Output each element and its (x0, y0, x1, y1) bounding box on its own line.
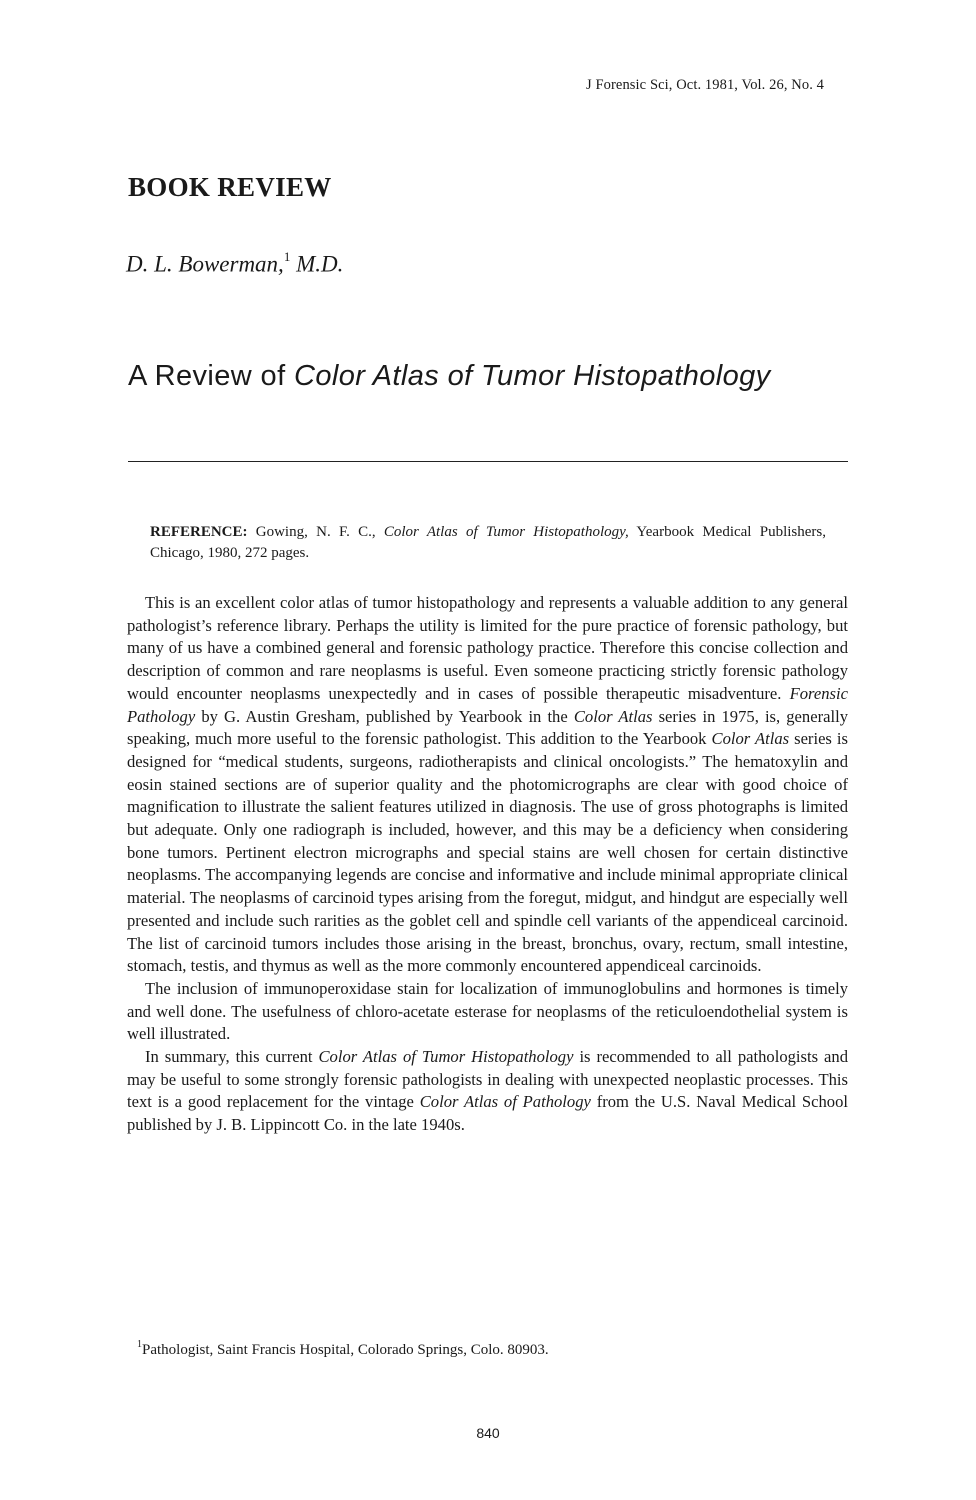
text-run: series is designed for “medical students, surgeons, radiotherapists and clinical oncologists.” The hematoxylin and eosin stained sections are of superior quality and the photomicrographs are clear with good choice of magnification to illustrate the salient features utilized in diagnosis. The use of gross photographs is limited but adequate. Only one radiograph is included, however, and this may be a deficiency when considering bone tumors. Pertinent electron micrographs and special stains are well chosen for certain distinctive neoplasms. The accompanying legends are concise and informative and include minimal appropriate clinical material. The neoplasms of carcinoid types arising from the foregut, midgut, and hindgut are especially well presented and include such rarities as the goblet cell and spindle cell variants of the appendiceal carcinoid. The list of carcinoid tumors includes those arising in the breast, bronchus, ovary, rectum, small intestine, stomach, testis, and thymus as well as the more commonly encountered appendiceal carcinoids. (127, 729, 848, 976)
text-run: from the U.S. Naval Medical School published by J. B. Lippincott Co. in the late 1940s. (127, 1092, 848, 1135)
author-name: D. L. Bowerman, (126, 251, 284, 277)
text-run: series in 1975, is, generally speaking, much more useful to the forensic pathologist. This addition to the Yearbook (127, 706, 848, 749)
reference-publisher: Yearbook Medical Publishers, Chicago, 1980, 272 pages. (150, 524, 826, 561)
text-run: This is an excellent color atlas of tumor histopathology and represents a valuable addition to any general pathologist’s reference library. Perhaps the utility is limited for the pure practice of forensic pathology, but many of us have a combined general and forensic pathology practice. Therefore this concise collection and description of common and rare neoplasms is useful. Even someone practicing strictly forensic pathology would encounter neoplasms unexpectedly and in cases of possible therapeutic misadventure. (127, 593, 848, 703)
section-title: BOOK REVIEW (128, 172, 332, 202)
review-body (127, 592, 848, 1137)
article-title-book: Color Atlas of Tumor Histopathology (294, 360, 771, 392)
article-title (128, 360, 771, 393)
italic-text-run: Color Atlas (573, 706, 653, 726)
page-number: 840 (476, 1425, 500, 1441)
footnote-text: Pathologist, Saint Francis Hospital, Colorado Springs, Colo. 80903. (142, 1342, 549, 1358)
reference-label: REFERENCE: (150, 524, 248, 540)
footnote (137, 1340, 549, 1359)
body-paragraph-1 (127, 592, 848, 978)
reference-book-title: Color Atlas of Tumor Histopathology, (383, 524, 629, 540)
body-paragraph-3 (127, 1046, 848, 1137)
body-paragraph-2 (127, 978, 848, 1046)
italic-text-run: Color Atlas of Pathology (419, 1092, 591, 1112)
italic-text-run: Color Atlas (711, 729, 790, 749)
italic-text-run: Color Atlas of Tumor Histopathology (318, 1047, 574, 1067)
reference-author: Gowing, N. F. C., (247, 524, 384, 540)
author-line (126, 251, 343, 278)
author-degree: M.D. (296, 251, 344, 277)
text-run: In summary, this current (145, 1047, 319, 1067)
title-divider (128, 461, 848, 462)
text-run: The inclusion of immunoperoxidase stain for localization of immunoglobulins and hormones is timely and well done. The usefulness of chloro-acetate esterase for neoplasms of the reticuloendothelial system is well illustrated. (127, 978, 848, 1044)
footnote-mark: 1 (137, 1339, 142, 1350)
running-head: J Forensic Sci, Oct. 1981, Vol. 26, No. 4 (586, 77, 824, 93)
text-run: by G. Austin Gresham, published by Yearbook in the (195, 706, 574, 726)
reference-block (150, 522, 826, 564)
author-footnote-mark: 1 (283, 249, 291, 264)
article-title-prefix: A Review of (128, 360, 294, 392)
text-run: is recommended to all pathologists and may be useful to some strongly forensic pathologists in dealing with unexpected neoplastic processes. This text is a good replacement for the vintage (127, 1047, 848, 1112)
italic-text-run: Forensic Pathology (127, 683, 848, 726)
